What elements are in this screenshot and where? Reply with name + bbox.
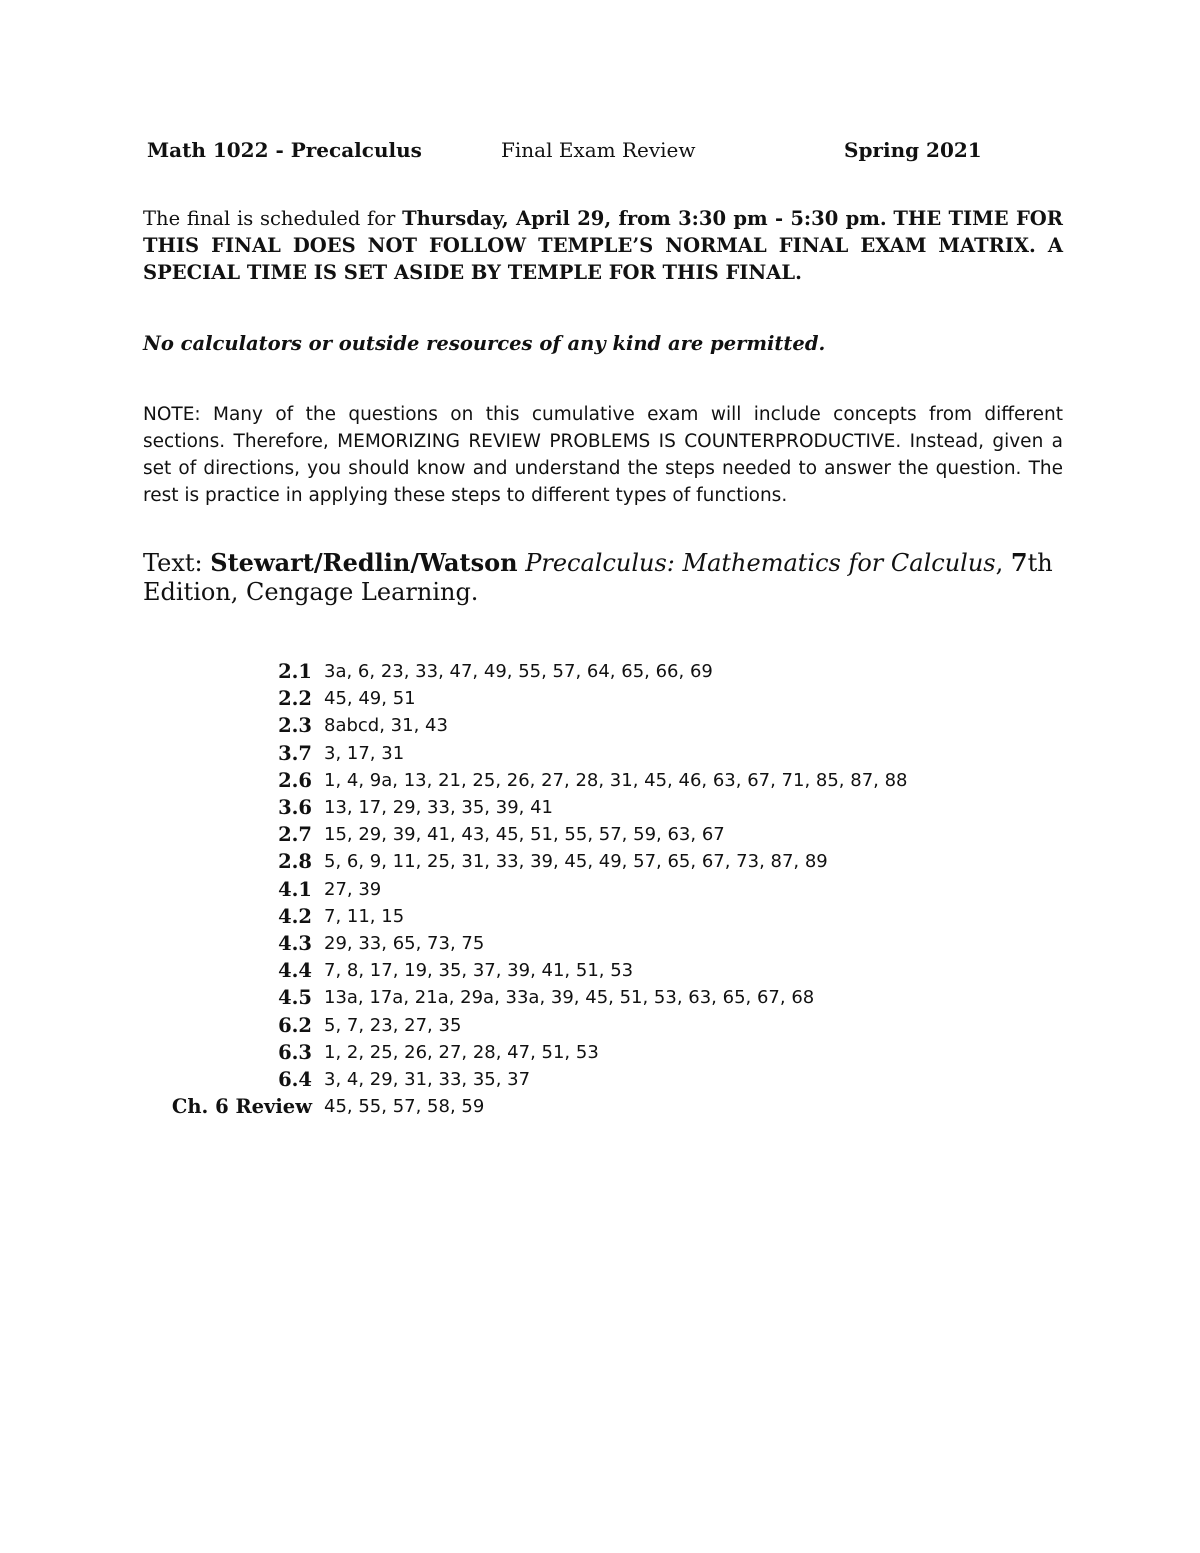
- problem-row: [140, 984, 908, 1011]
- schedule-when: Thursday, April 29, from 3:30 pm - 5:30 pm.: [402, 207, 887, 230]
- problem-row: [140, 903, 908, 930]
- schedule-emphasis: THE TIME FOR THIS FINAL DOES NOT FOLLOW TEMPLE’S NORMAL FINAL EXAM MATRIX. A SPECIAL TIME IS SET ASIDE BY TEMPLE FOR THIS FINAL.: [143, 207, 1063, 284]
- course-title: Math 1022 - Precalculus: [147, 138, 422, 162]
- problem-row: [140, 957, 908, 984]
- problem-numbers: 3, 17, 31: [324, 742, 405, 764]
- problem-row: [140, 821, 908, 848]
- problem-row: [140, 848, 908, 875]
- section-number: 6.4: [278, 1067, 312, 1091]
- section-number: 3.7: [278, 741, 312, 765]
- document-title: Final Exam Review: [501, 138, 696, 162]
- problem-row: [140, 930, 908, 957]
- section-number: 6.3: [278, 1040, 312, 1064]
- problem-row: [140, 712, 908, 739]
- problem-row: [140, 1039, 908, 1066]
- problem-row: [140, 1066, 908, 1093]
- section-number: 2.6: [278, 768, 312, 792]
- problem-numbers: 13a, 17a, 21a, 29a, 33a, 39, 45, 51, 53, 63, 65, 67, 68: [324, 987, 815, 1009]
- term-label: Spring 2021: [844, 138, 982, 162]
- problem-row: [140, 1011, 908, 1038]
- problem-numbers: 3, 4, 29, 31, 33, 35, 37: [324, 1068, 531, 1090]
- problem-numbers: 8abcd, 31, 43: [324, 715, 448, 737]
- problem-row: [140, 876, 908, 903]
- problem-numbers: 45, 55, 57, 58, 59: [324, 1096, 485, 1118]
- section-number: 2.7: [278, 823, 312, 847]
- study-note: NOTE: Many of the questions on this cumulative exam will include concepts from different sections. Therefore, MEMORIZING REVIEW PROBLEMS IS COUNTERPRODUCTIVE. Instead, given a set of directions, you should know and understand the steps needed to answer the question. The rest is practice in applying these steps to different types of functions.: [143, 404, 1063, 506]
- problem-row: [140, 685, 908, 712]
- text-prefix: Text:: [143, 549, 211, 577]
- schedule-lead: The final is scheduled for: [143, 207, 403, 230]
- text-edition-rest: th Edition, Cengage Learning.: [143, 549, 1053, 606]
- problem-numbers: 13, 17, 29, 33, 35, 39, 41: [324, 797, 553, 819]
- section-number: 2.8: [278, 850, 312, 874]
- problem-numbers: 5, 6, 9, 11, 25, 31, 33, 39, 45, 49, 57, 65, 67, 73, 87, 89: [324, 851, 828, 873]
- section-number: Ch. 6 Review: [171, 1095, 312, 1119]
- section-number: 4.2: [278, 904, 312, 928]
- problem-numbers: 1, 4, 9a, 13, 21, 25, 26, 27, 28, 31, 45, 46, 63, 67, 71, 85, 87, 88: [324, 769, 908, 791]
- section-number: 6.2: [278, 1013, 312, 1037]
- section-number: 4.5: [278, 986, 312, 1010]
- text-edition-number: 7: [1010, 548, 1028, 577]
- problem-row: [140, 658, 908, 685]
- problem-numbers: 29, 33, 65, 73, 75: [324, 932, 485, 954]
- text-comma: ,: [995, 549, 1004, 577]
- section-number: 4.4: [278, 959, 312, 983]
- textbook-reference: [143, 548, 1063, 607]
- problem-numbers: 15, 29, 39, 41, 43, 45, 51, 55, 57, 59, 63, 67: [324, 824, 725, 846]
- section-number: 4.3: [278, 931, 312, 955]
- text-book-title: Precalculus: Mathematics for Calculus: [525, 549, 996, 577]
- section-number: 2.2: [278, 687, 312, 711]
- document-header: [147, 138, 987, 168]
- problem-row: [140, 767, 908, 794]
- problem-numbers: 27, 39: [324, 878, 382, 900]
- exam-schedule-paragraph: [143, 205, 1063, 286]
- section-number: 3.6: [278, 796, 312, 820]
- review-problems-table: [140, 658, 908, 1120]
- section-number: 2.3: [278, 714, 312, 738]
- text-authors: Stewart/Redlin/Watson: [210, 548, 518, 577]
- problem-numbers: 7, 11, 15: [324, 905, 405, 927]
- calculator-policy: No calculators or outside resources of any kind are permitted.: [143, 332, 826, 355]
- section-number: 2.1: [278, 660, 312, 684]
- problem-numbers: 5, 7, 23, 27, 35: [324, 1014, 462, 1036]
- problem-numbers: 7, 8, 17, 19, 35, 37, 39, 41, 51, 53: [324, 960, 634, 982]
- section-number: 4.1: [278, 877, 312, 901]
- problem-numbers: 3a, 6, 23, 33, 47, 49, 55, 57, 64, 65, 66, 69: [324, 661, 713, 683]
- problem-row: [140, 794, 908, 821]
- problem-numbers: 1, 2, 25, 26, 27, 28, 47, 51, 53: [324, 1041, 599, 1063]
- problem-row: [140, 740, 908, 767]
- problem-numbers: 45, 49, 51: [324, 688, 416, 710]
- problem-row: [140, 1093, 908, 1120]
